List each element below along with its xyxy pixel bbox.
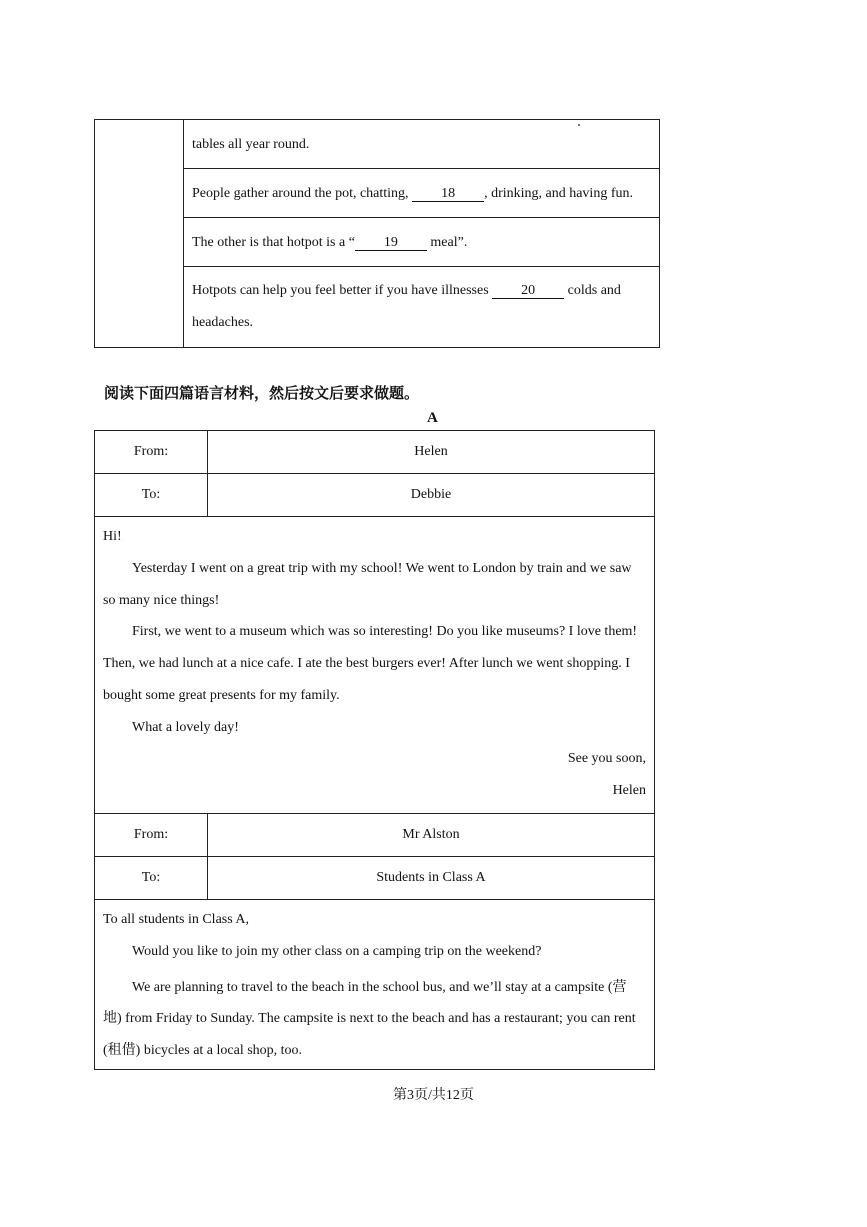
row-text: colds and <box>564 283 621 298</box>
to-label: To: <box>95 474 208 516</box>
blank-19[interactable]: 19 <box>355 236 427 251</box>
from-value: Mr Alston <box>402 827 460 842</box>
table-row <box>184 169 659 218</box>
email2-body <box>95 900 654 1069</box>
page-number: 第3页/共12页 <box>393 1088 474 1103</box>
table-row <box>184 120 659 169</box>
to-value: Debbie <box>410 487 452 502</box>
paragraph-line: We are planning to travel to the beach in the school bus, and we’ll stay at a campsite (营 <box>132 980 627 995</box>
row-text: , drinking, and having fun. <box>484 186 633 201</box>
row-text: Hotpots can help you feel better if you have illnesses <box>192 283 493 298</box>
table-row <box>184 218 659 267</box>
paragraph-line: What a lovely day! <box>132 720 239 735</box>
paragraph-line: Would you like to join my other class on a camping trip on the weekend? <box>132 944 542 959</box>
row-text: tables all year round. <box>192 137 310 152</box>
paragraph-line: First, we went to a museum which was so interesting! Do you like museums? I love them! <box>132 624 638 639</box>
greeting: Hi! <box>103 529 122 544</box>
email1-body <box>95 517 654 814</box>
email2-to-row <box>95 857 654 900</box>
email2-from-row <box>95 814 654 857</box>
to-label: To: <box>95 857 208 899</box>
email1-to-row <box>95 474 654 517</box>
row-text: meal”. <box>426 235 468 250</box>
row-text: The other is that hotpot is a “ <box>192 235 355 250</box>
email-table <box>94 430 655 1070</box>
row-text: People gather around the pot, chatting, <box>192 186 413 201</box>
instruction-heading: 阅读下面四篇语言材料，然后按文后要求做题。 <box>104 384 420 402</box>
paragraph-line: so many nice things! <box>103 593 220 608</box>
closing: See you soon, <box>567 751 646 766</box>
from-label: From: <box>95 814 208 856</box>
from-label: From: <box>95 431 208 473</box>
email1-from-row <box>95 431 654 474</box>
from-value: Helen <box>414 444 448 459</box>
greeting: To all students in Class A, <box>103 912 250 927</box>
paragraph-line: Then, we had lunch at a nice cafe. I ate the best burgers ever! After lunch we went shopping. I <box>103 656 630 671</box>
blank-20[interactable]: 20 <box>492 284 564 299</box>
table-left-column <box>95 120 184 347</box>
signature: Helen <box>612 783 646 798</box>
paragraph-line: Yesterday I went on a great trip with my school! We went to London by train and we saw <box>132 561 632 576</box>
blank-18[interactable]: 18 <box>412 187 484 202</box>
table-row <box>184 267 659 347</box>
hotpot-table <box>94 119 660 348</box>
paragraph-line: bought some great presents for my family. <box>103 688 340 703</box>
paragraph-line: 地) from Friday to Sunday. The campsite is next to the beach and has a restaurant; you can rent <box>103 1011 636 1026</box>
section-label: A <box>427 410 438 426</box>
to-value: Students in Class A <box>376 870 486 885</box>
paragraph-line: (租借) bicycles at a local shop, too. <box>103 1043 303 1058</box>
row-text: headaches. <box>192 315 254 330</box>
